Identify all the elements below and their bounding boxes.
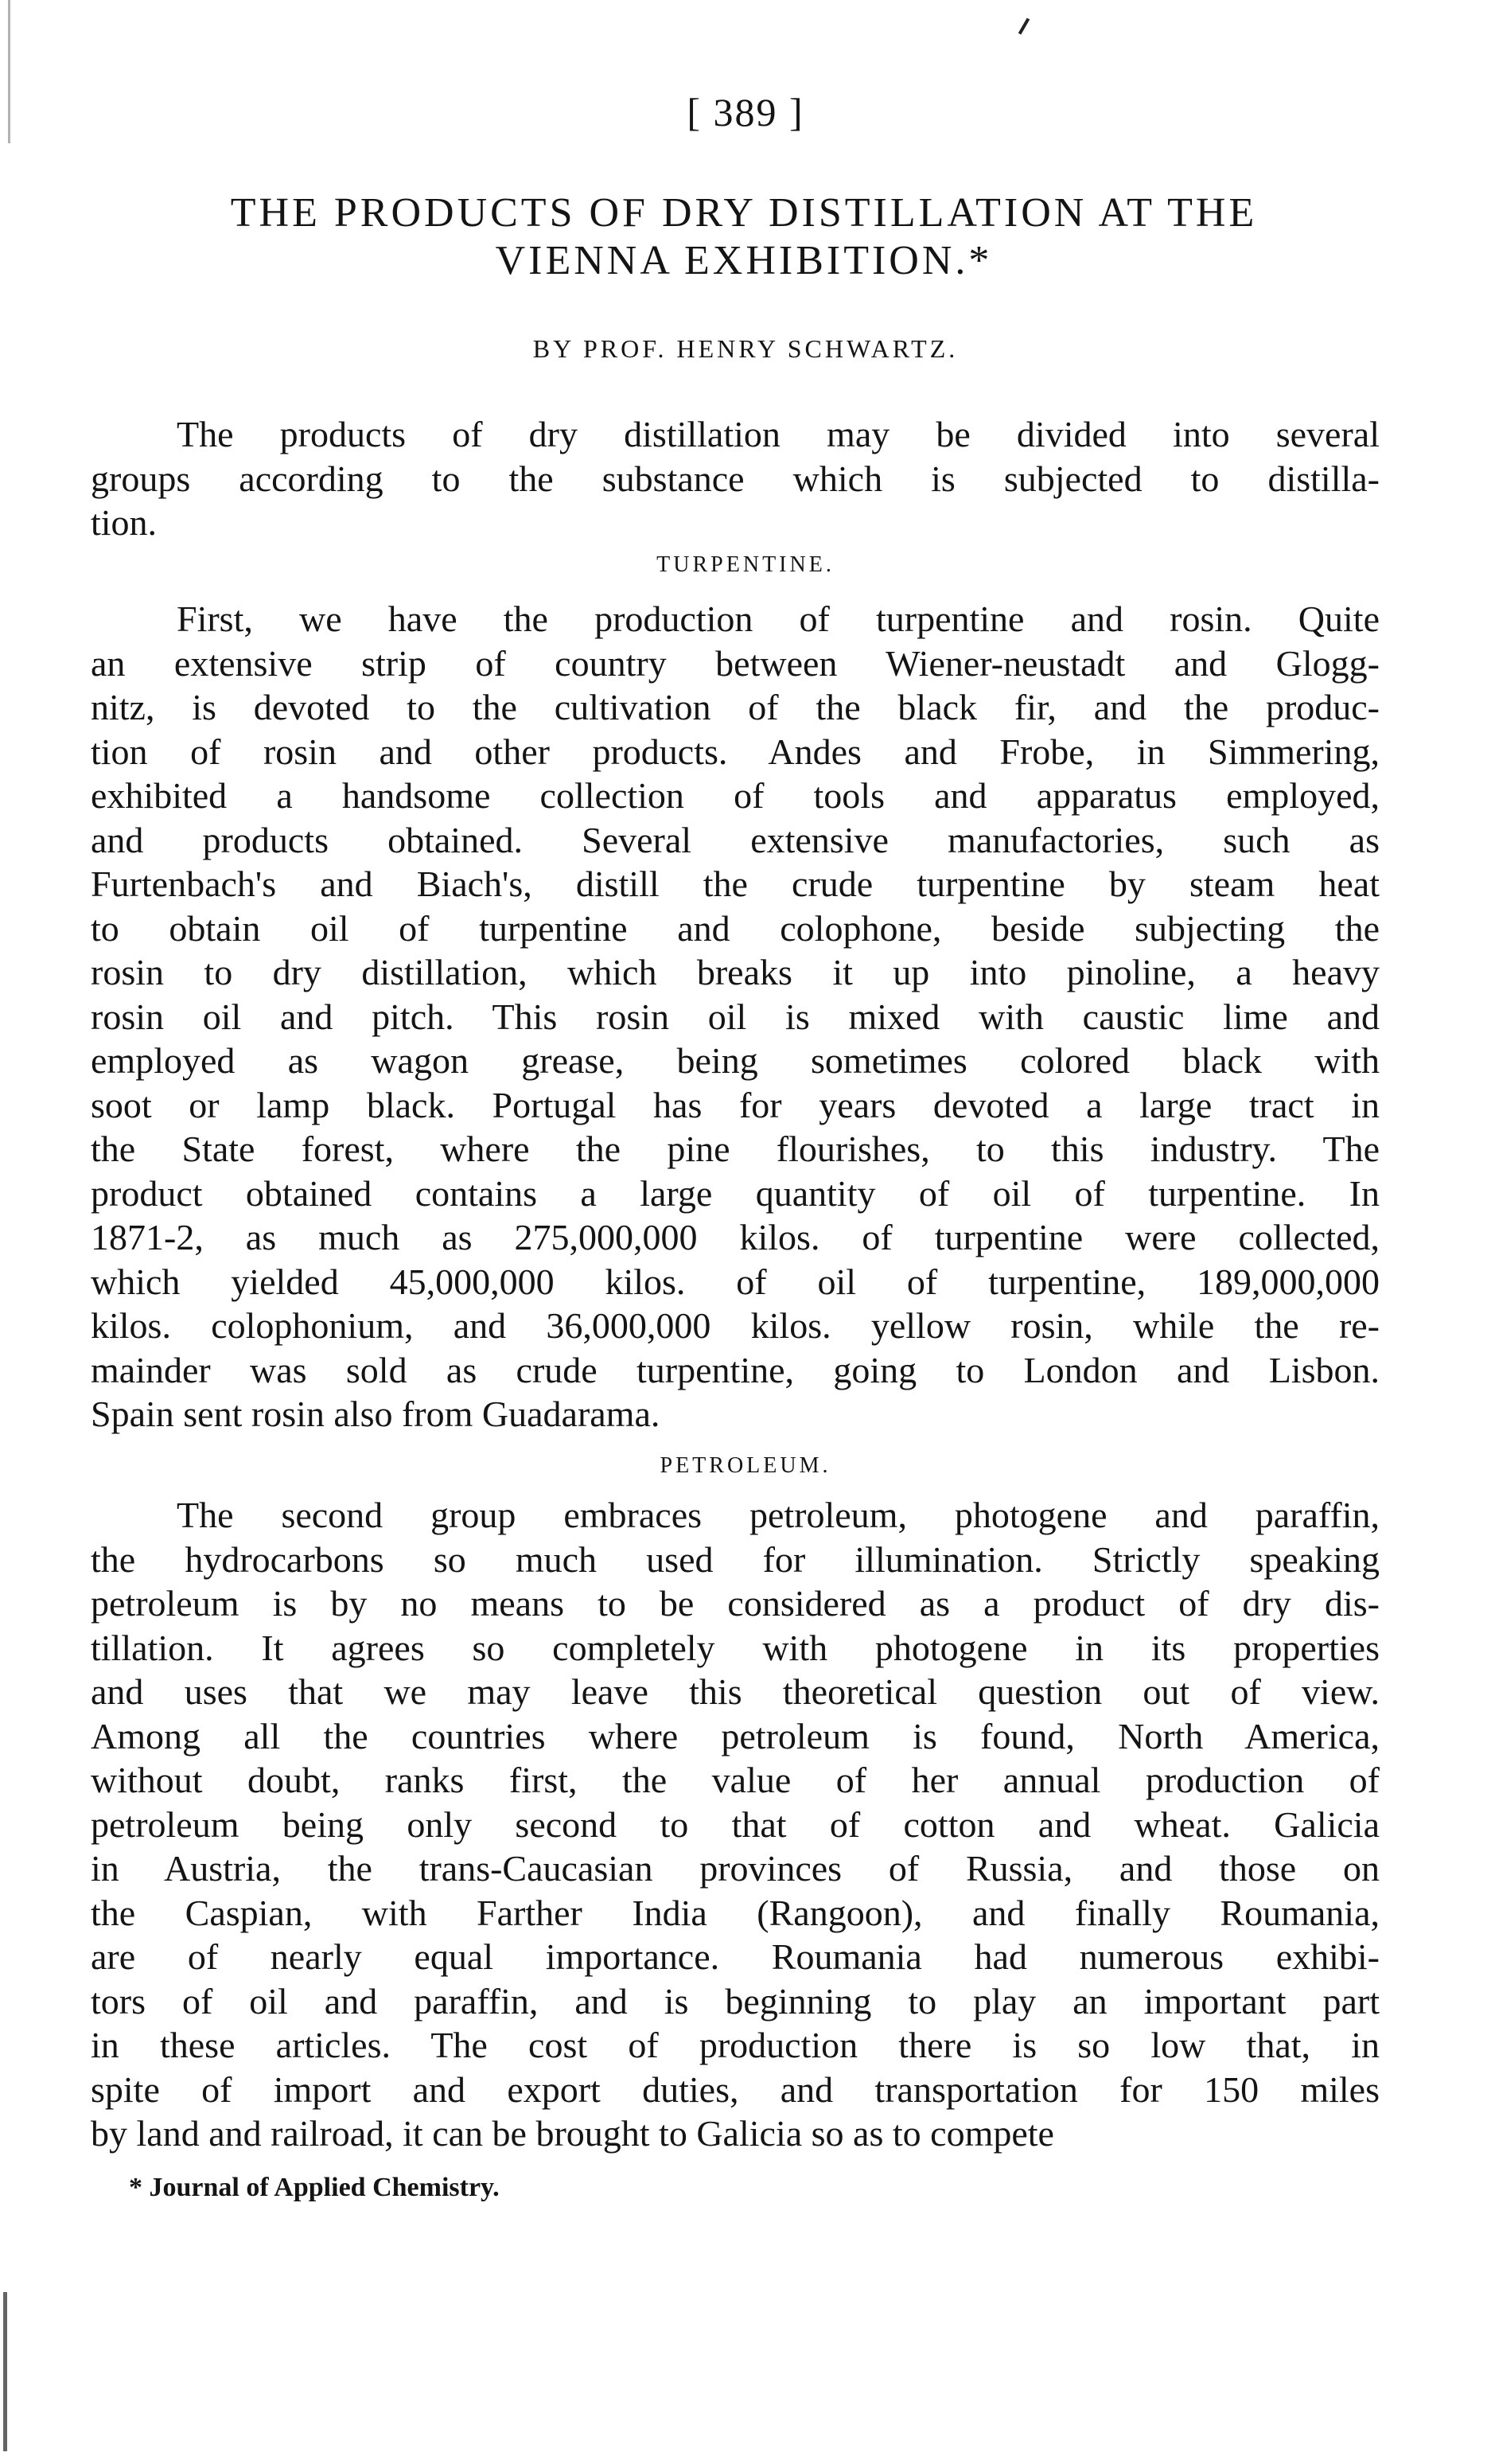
petroleum-line: spite of import and export duties, and transportation for 150 miles xyxy=(91,2068,1380,2110)
turpentine-line: tion of rosin and other products. Andes and Frobe, in Simmering, xyxy=(91,731,1380,772)
turpentine-line: Spain sent rosin also from Guadarama. xyxy=(91,1394,660,1434)
turpentine-line: which yielded 45,000,000 kilos. of oil of turpentine, 189,000,000 xyxy=(91,1261,1380,1302)
turpentine-line: the State forest, where the pine flourishes, to this industry. The xyxy=(91,1129,1380,1169)
turpentine-line: an extensive strip of country between Wiener-neustadt and Glogg- xyxy=(91,642,1380,684)
turpentine-line: rosin oil and pitch. This rosin oil is mixed with caustic lime and xyxy=(91,996,1380,1037)
turpentine-line: to obtain oil of turpentine and colophone, beside subjecting the xyxy=(91,907,1380,949)
turpentine-line: First, we have the production of turpentine and rosin. Quite xyxy=(177,598,1380,639)
scan-mark xyxy=(1018,18,1030,34)
petroleum-line: by land and railroad, it can be brought to Galicia so as to compete xyxy=(91,2113,1054,2154)
turpentine-line: 1871-2, as much as 275,000,000 kilos. of turpentine were collected, xyxy=(91,1217,1380,1257)
page-number: [ 389 ] xyxy=(687,90,804,135)
turpentine-line: Furtenbach's and Biach's, distill the crude turpentine by steam heat xyxy=(91,864,1380,904)
turpentine-line: nitz, is devoted to the cultivation of the black fir, and the produc- xyxy=(91,687,1380,727)
turpentine-line: employed as wagon grease, being sometimes colored black with xyxy=(91,1040,1380,1081)
petroleum-line: The second group embraces petroleum, photogene and paraffin, xyxy=(177,1495,1380,1535)
turpentine-line: kilos. colophonium, and 36,000,000 kilos. yellow rosin, while the re- xyxy=(91,1305,1380,1346)
section-heading-turpentine: TURPENTINE. xyxy=(656,552,835,577)
petroleum-line: petroleum being only second to that of cotton and wheat. Galicia xyxy=(91,1803,1380,1845)
petroleum-line: Among all the countries where petroleum is found, North America, xyxy=(91,1715,1380,1756)
intro-line: The products of dry distillation may be divided into several xyxy=(177,414,1380,454)
petroleum-line: without doubt, ranks first, the value of her annual production of xyxy=(91,1760,1380,1800)
turpentine-line: exhibited a handsome collection of tools and apparatus employed, xyxy=(91,775,1380,816)
author-byline: BY PROF. HENRY SCHWARTZ. xyxy=(532,334,959,363)
turpentine-line: mainder was sold as crude turpentine, going to London and Lisbon. xyxy=(91,1349,1380,1390)
petroleum-line: the hydrocarbons so much used for illumination. Strictly speaking xyxy=(91,1538,1380,1580)
turpentine-line: rosin to dry distillation, which breaks it up into pinoline, a heavy xyxy=(91,952,1380,992)
petroleum-line: the Caspian, with Farther India (Rangoon), and finally Roumania, xyxy=(91,1892,1380,1933)
scan-edge-mark xyxy=(3,2292,7,2451)
article-title xyxy=(111,189,1376,285)
petroleum-line: are of nearly equal importance. Roumania had numerous exhibi- xyxy=(91,1936,1380,1977)
petroleum-line: petroleum is by no means to be considered as a product of dry dis- xyxy=(91,1583,1380,1624)
scan-edge-mark xyxy=(8,0,10,143)
title-line-1: THE PRODUCTS OF DRY DISTILLATION AT THE xyxy=(230,190,1258,236)
section-heading-petroleum: PETROLEUM. xyxy=(660,1453,831,1478)
intro-paragraph xyxy=(91,412,1380,545)
petroleum-line: tillation. It agrees so completely with photogene in its properties xyxy=(91,1627,1380,1668)
turpentine-line: soot or lamp black. Portugal has for years devoted a large tract in xyxy=(91,1084,1380,1125)
petroleum-line: and uses that we may leave this theoretical question out of view. xyxy=(91,1671,1380,1712)
turpentine-line: product obtained contains a large quantity of oil of turpentine. In xyxy=(91,1172,1380,1214)
petroleum-line: tors of oil and paraffin, and is beginning to play an important part xyxy=(91,1980,1380,2021)
petroleum-line: in Austria, the trans-Caucasian provinces of Russia, and those on xyxy=(91,1848,1380,1889)
petroleum-paragraph xyxy=(91,1493,1380,2156)
intro-line: groups according to the substance which is subjected to distilla- xyxy=(91,458,1380,499)
petroleum-line: in these articles. The cost of production there is so low that, in xyxy=(91,2025,1380,2065)
turpentine-paragraph xyxy=(91,597,1380,1437)
turpentine-line: and products obtained. Several extensive manufactories, such as xyxy=(91,819,1380,860)
title-line-2: VIENNA EXHIBITION.* xyxy=(495,238,993,283)
intro-line: tion. xyxy=(91,502,158,543)
footnote: * Journal of Applied Chemistry. xyxy=(129,2173,500,2202)
